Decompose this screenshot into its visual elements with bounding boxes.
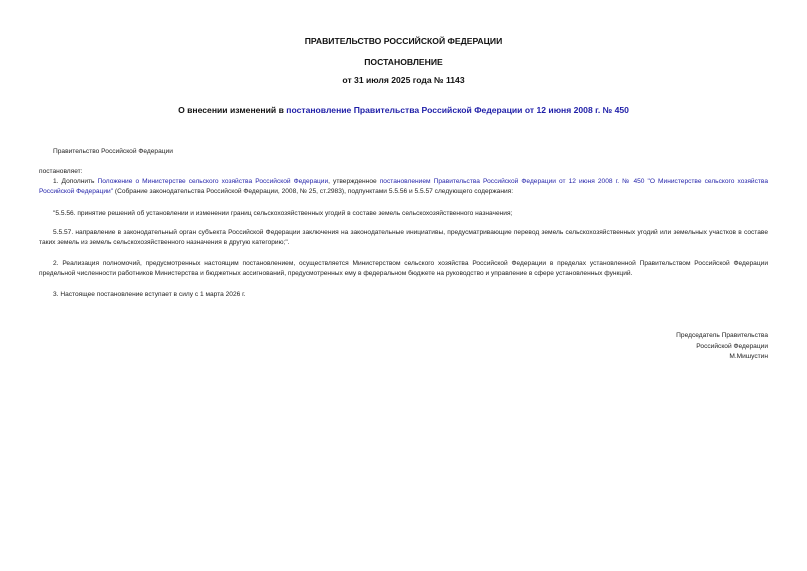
item-3: 3. Настоящее постановление вступает в силу с 1 марта 2026 г. [53, 291, 246, 298]
document-type: ПОСТАНОВЛЕНИЕ [364, 57, 443, 67]
issuer-text: Правительство Российской Федерации [53, 148, 173, 155]
item-1-mid: , утвержденное [328, 178, 380, 185]
issuing-authority: ПРАВИТЕЛЬСТВО РОССИЙСКОЙ ФЕДЕРАЦИИ [304, 36, 503, 46]
regulation-link[interactable]: Положение о Министерстве сельского хозяйства Российской Федерации [97, 178, 329, 185]
item-1-prefix: 1. Дополнить [53, 178, 98, 185]
signature-name: М.Мишустин [729, 353, 768, 360]
item-1 [39, 177, 768, 196]
decree-450-link[interactable]: постановлением Правительства Российской Федерации от 12 июня 2008 г. № 450 "О Министерстве сельского хозяйства Российской Федерации" [39, 178, 769, 195]
subject-prefix: О внесении изменений в [178, 105, 287, 115]
signature-country: Российской Федерации [696, 342, 768, 350]
signature-title: Председатель Правительства [676, 332, 768, 339]
item-1-suffix: (Собрание законодательства Российской Федерации, 2008, № 25, ст.2983), подпунктами 5.5.56 и 5.5.57 следующего содержания: [113, 187, 514, 195]
subitem-5-5-56: "5.5.56. принятие решений об установлении и изменении границ сельскохозяйственных угодий в составе земель сельскохозяйственного назначения; [53, 210, 513, 217]
document-subject [0, 105, 807, 115]
document-date-number: от 31 июля 2025 года № 1143 [342, 75, 465, 85]
subject-link[interactable]: постановление Правительства Российской Федерации от 12 июня 2008 г. № 450 [286, 105, 629, 115]
subitem-5-5-57: 5.5.57. направление в законодательный орган субъекта Российской Федерации заключения на законодательные инициативы, предусматривающие перевод земель сельскохозяйственных угодий или земельных участков в составе таких земель из земель сельскохозяйственного назначения в другую категорию;". [39, 229, 768, 246]
signature-block [676, 331, 768, 363]
decree-word: постановляет: [39, 168, 83, 175]
item-2: 2. Реализация полномочий, предусмотренных настоящим постановлением, осуществляется Министерством сельского хозяйства Российской Федерации в пределах установленной Правительством Российской Федерации предельной численности работников Министерства и бюджетных ассигнований, предусмотренных ему в федеральном бюджете на руководство и управление в сфере установленных функций. [39, 260, 768, 277]
